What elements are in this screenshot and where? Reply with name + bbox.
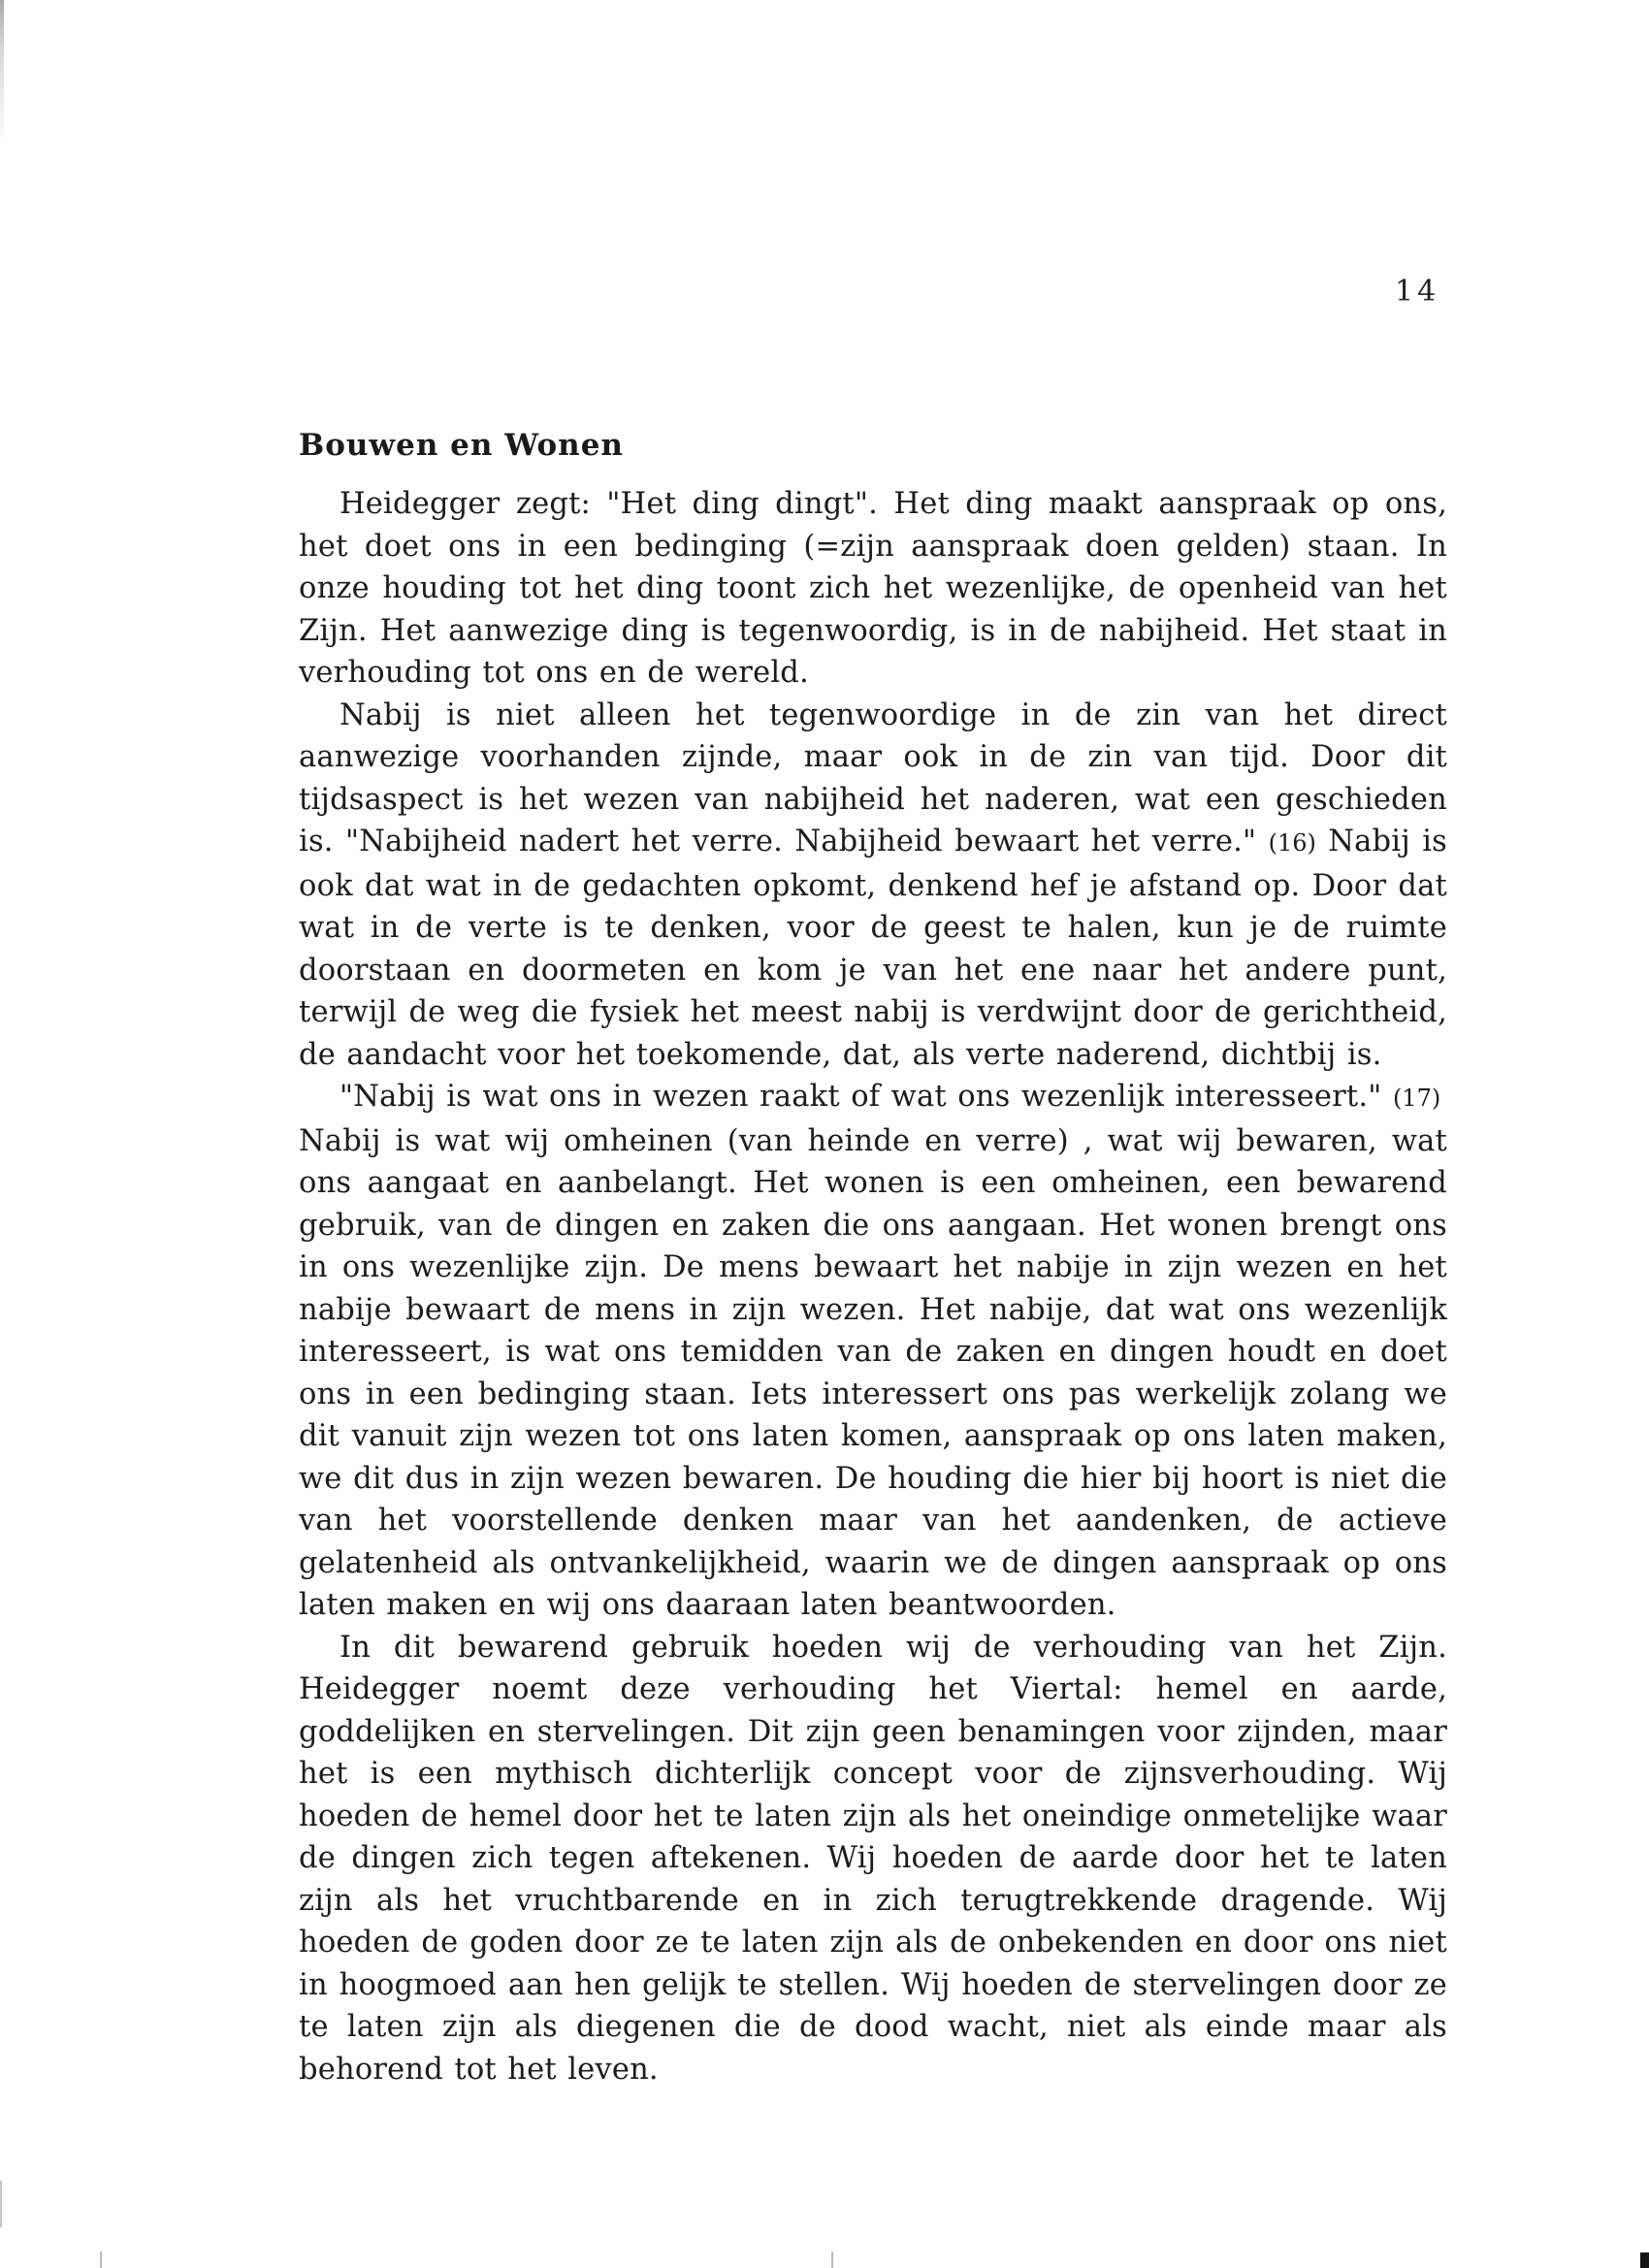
page-number: 14 bbox=[1395, 275, 1440, 308]
scan-noise-top-left-edge bbox=[0, 0, 4, 141]
section-heading: Bouwen en Wonen bbox=[299, 427, 624, 463]
scan-tick-mark-center bbox=[831, 2252, 833, 2268]
scan-mark-bottom-right-corner bbox=[1640, 2252, 1649, 2268]
scan-tick-mark-left bbox=[100, 2252, 102, 2268]
paragraph-5-text: In dit bewarend gebruik hoeden wij de verhouding van het Zijn. Heidegger noemt deze verhouding het Viertal: hemel en aarde, goddelijken en stervelingen. Dit zijn geen benamingen voor zijnden, maar het is een mythisch dichterlijk concept voor de zijnsverhouding. Wij hoeden de hemel door het te laten zijn als het oneindige onmetelijke waar de dingen zich tegen aftekenen. Wij hoeden de aarde door het te laten zijn als het vruchtbarende en in zich terugtrekkende dragende. Wij hoeden de goden door ze te laten zijn als de onbekenden en door ons niet in hoogmoed aan hen gelijk te stellen. Wij hoeden de stervelingen door ze te laten zijn als diegenen die de dood wacht, niet als einde maar als behorend tot het leven. bbox=[299, 1630, 1447, 2087]
footnote-ref-16: (16) bbox=[1268, 829, 1316, 857]
paragraph-4-text: Nabij is wat wij omheinen (van heinde en verre) , wat wij bewaren, wat ons aangaat en aanbelangt. Het wonen is een omheinen, een bewarend gebruik, van de dingen en zaken die ons aangaan. Het wonen brengt ons in ons wezenlijke zijn. De mens bewaart het nabije in zijn wezen en het nabije bewaart de mens in zijn wezen. Het nabije, dat wat ons wezenlijk interesseert, is wat ons temidden van de zaken en dingen houdt en doet ons in een bedinging staan. Iets interessert ons pas werkelijk zolang we dit vanuit zijn wezen tot ons laten komen, aanspraak op ons laten maken, we dit dus in zijn wezen bewaren. De houding die hier bij hoort is niet die van het voorstellende denken maar van het aandenken, de actieve gelatenheid als ontvankelijkheid, waarin we de dingen aanspraak op ons laten maken en wij ons daaraan laten beantwoorden. bbox=[299, 1123, 1447, 1622]
scan-strip-bottom-left-edge bbox=[0, 2181, 2, 2227]
footnote-ref-17: (17) bbox=[1392, 1085, 1441, 1112]
paragraph-4 bbox=[299, 1120, 1447, 1627]
paragraph-2-text-before-ref: Nabij is niet alleen het tegenwoordige in de zin van het direct aanwezige voorhanden zijnde, maar ook in de zin van tijd. Door dit tijdsaspect is het wezen van nabijheid het naderen, wat een geschieden is. "Nabijheid nadert het verre. Nabijheid bewaart het verre." bbox=[299, 697, 1447, 859]
quote-text: "Nabij is wat ons in wezen raakt of wat ons wezenlijk interesseert." bbox=[340, 1080, 1382, 1114]
paragraph-3-quote-line bbox=[299, 1076, 1447, 1120]
body-text bbox=[299, 483, 1447, 2090]
paragraph-2-text-after-ref: Nabij is ook dat wat in de gedachten opkomt, denkend hef je afstand op. Door dat wat in de verte is te denken, voor de geest te halen, kun je de ruimte doorstaan en doormeten en kom je van het ene naar het andere punt, terwijl de weg die fysiek het meest nabij is verdwijnt door de gerichtheid, de aandacht voor het toekomende, dat, als verte naderend, dichtbij is. bbox=[299, 825, 1448, 1072]
paragraph-1 bbox=[299, 483, 1447, 695]
paragraph-2 bbox=[299, 695, 1447, 1077]
paragraph-5 bbox=[299, 1627, 1447, 2091]
paragraph-1-text: Heidegger zegt: "Het ding dingt". Het ding maakt aanspraak op ons, het doet ons in een bedinging (=zijn aanspraak doen gelden) staan. In onze houding tot het ding toont zich het wezenlijke, de openheid van het Zijn. Het aanwezige ding is tegenwoordig, is in de nabijheid. Het staat in verhouding tot ons en de wereld. bbox=[299, 487, 1447, 690]
